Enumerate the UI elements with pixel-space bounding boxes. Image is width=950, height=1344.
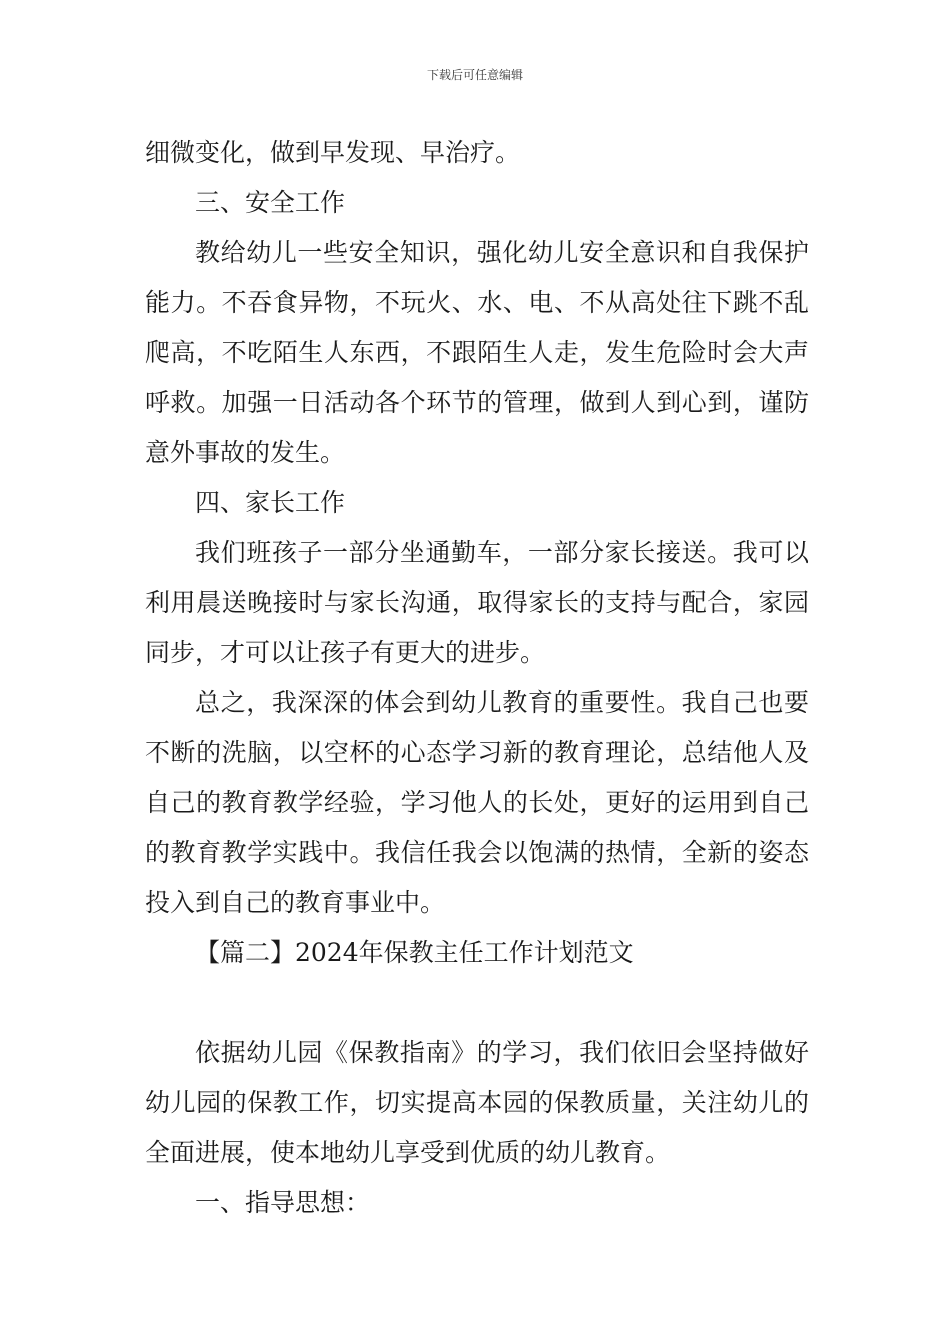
paragraph-summary: 总之，我深深的体会到幼儿教育的重要性。我自己也要不断的洗脑，以空杯的心态学习新的教育理论，总结他人及自己的教育教学经验，学习他人的长处，更好的运用到自己的教育教学实践中。我信任我会以饱满的热情，全新的姿态投入到自己的教育事业中。 (145, 688, 809, 917)
paragraph-continuation: 细微变化，做到早发现、早治疗。 (145, 138, 521, 167)
paragraph-parents: 我们班孩子一部分坐通勤车，一部分家长接送。我可以利用晨送晚接时与家长沟通，取得家长的支持与配合，家园同步，才可以让孩子有更大的进步。 (145, 538, 809, 667)
page-header: 下载后可任意编辑 (426, 68, 523, 82)
blank-line (145, 978, 809, 1028)
paragraph-intro: 依据幼儿园《保教指南》的学习，我们依旧会坚持做好幼儿园的保教工作，切实提高本园的保教质量，关注幼儿的全面进展，使本地幼儿享受到优质的幼儿教育。 (145, 1038, 809, 1167)
section-heading-guiding-thought: 一、指导思想： (195, 1188, 371, 1217)
section-heading-safety: 三、安全工作 (195, 188, 346, 217)
paragraph-safety: 教给幼儿一些安全知识，强化幼儿安全意识和自我保护能力。不吞食异物，不玩火、水、电、不从高处往下跳不乱爬高，不吃陌生人东西，不跟陌生人走，发生危险时会大声呼救。加强一日活动各个环节的管理，做到人到心到，谨防意外事故的发生。 (145, 238, 809, 467)
section-heading-parents: 四、家长工作 (195, 488, 346, 517)
document-body (145, 128, 809, 1228)
article-title-part-two: 【篇二】2024年保教主任工作计划范文 (195, 938, 634, 967)
